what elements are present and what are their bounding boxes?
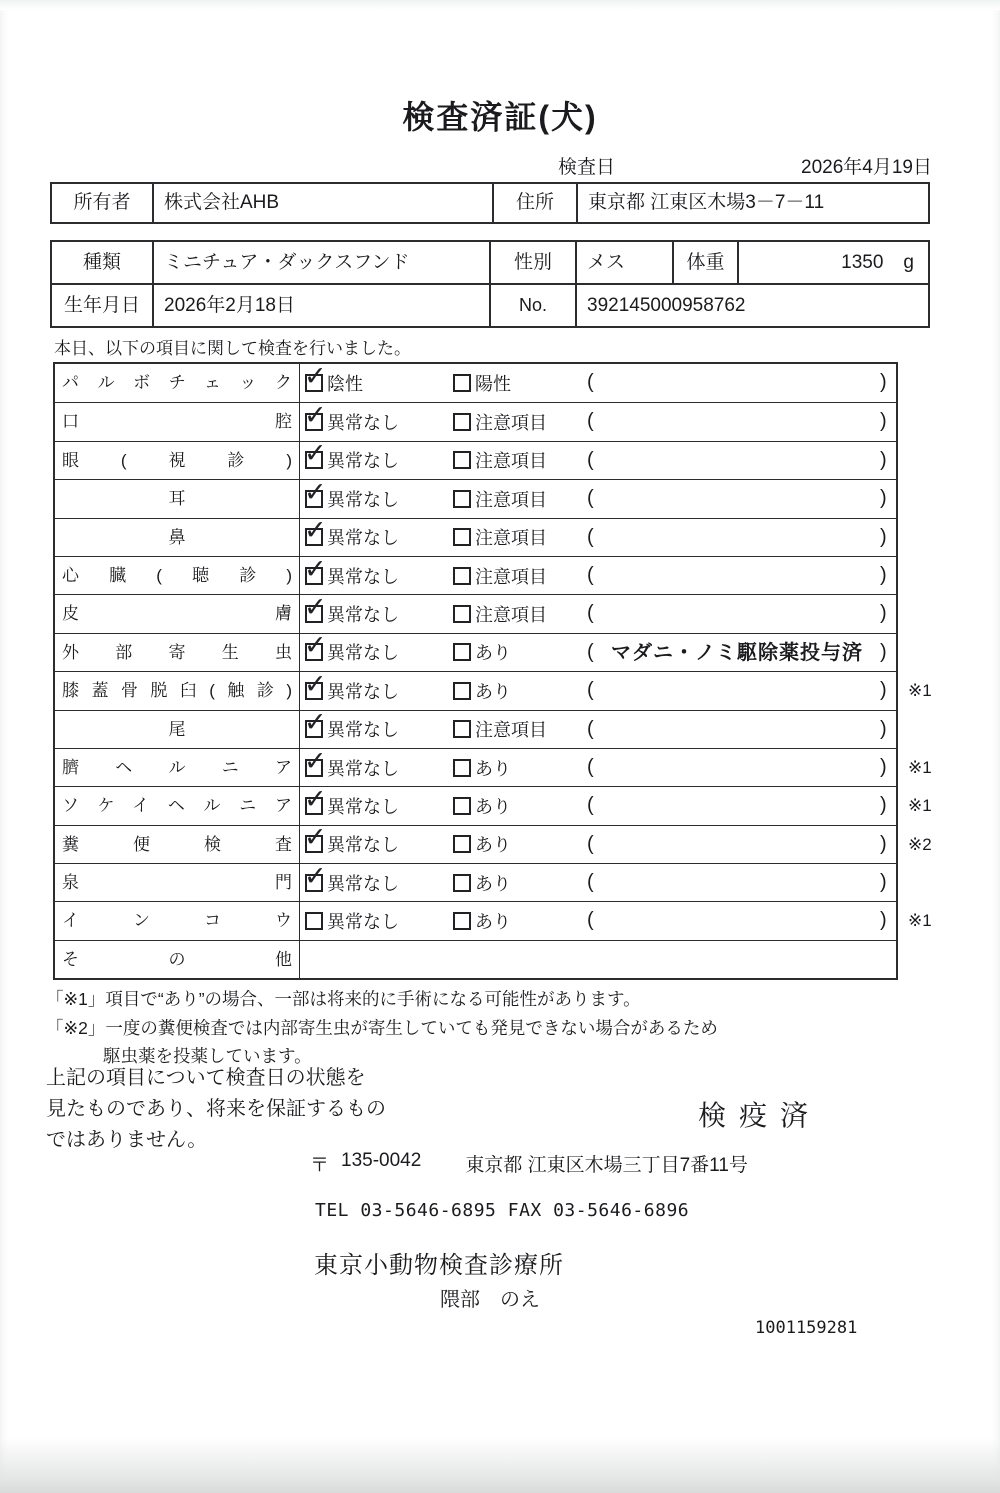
paren-open: ( <box>587 832 594 855</box>
paren-close: ) <box>880 602 887 625</box>
option-label: 異常なし <box>327 566 399 587</box>
checkbox-unchecked-icon <box>453 413 471 431</box>
inspection-row <box>55 707 896 748</box>
inspection-row <box>55 361 896 402</box>
inspection-row-content <box>300 668 896 709</box>
owner-address-label: 住所 <box>492 184 576 222</box>
inspection-row <box>55 476 896 517</box>
option-secondary <box>453 519 547 556</box>
clinic-postal-line <box>310 1150 748 1177</box>
weight-cell <box>737 242 928 283</box>
option-primary <box>304 783 399 824</box>
option-secondary <box>453 480 547 517</box>
checkbox-unchecked-icon <box>305 912 323 930</box>
birthdate-label: 生年月日 <box>63 295 140 316</box>
disclaimer-line-1: 上記の項目について検査日の状態を <box>46 1067 366 1089</box>
checkbox-checked-icon <box>304 630 327 661</box>
check-mark-icon: ✓ <box>304 630 327 661</box>
paren-open: ( <box>587 717 594 740</box>
weight-unit: g <box>903 252 914 273</box>
footnote-2-line-1: 「※2」一度の糞便検査では内部寄生虫が寄生していても発見できない場合があるため <box>46 1018 718 1038</box>
option-secondary <box>453 403 547 440</box>
option-secondary <box>453 595 547 632</box>
check-mark-icon: ✓ <box>304 553 327 584</box>
check-mark-icon: ✓ <box>304 860 327 891</box>
inspection-row <box>55 901 932 939</box>
paren-open: ( <box>587 909 594 932</box>
weight-value: 1350 <box>841 252 884 273</box>
inspection-item-label: 糞便検査 <box>55 826 300 863</box>
checkbox-checked-icon <box>304 361 327 392</box>
option-secondary <box>453 826 511 863</box>
checkbox-unchecked-icon <box>453 374 471 392</box>
option-primary <box>304 745 399 786</box>
option-label: 異常なし <box>327 720 399 741</box>
paren-close: ) <box>880 794 887 817</box>
quarantine-stamp: 検疫済 <box>698 1100 822 1131</box>
pet-row-2 <box>52 285 928 326</box>
paren-close: ) <box>880 640 887 663</box>
inspection-item-label: 膝蓋骨脱臼(触診) <box>55 672 300 709</box>
option-primary <box>304 553 399 594</box>
exam-date-row <box>558 152 932 179</box>
check-mark-icon: ✓ <box>304 592 327 623</box>
inspection-item-label: 臍ヘルニア <box>55 749 300 786</box>
checkbox-unchecked-icon <box>453 720 471 738</box>
checkbox-checked-icon <box>304 592 327 623</box>
paren-open: ( <box>587 602 594 625</box>
checkbox-checked-icon <box>304 438 327 469</box>
inspection-row-content <box>300 515 896 556</box>
inspection-row-content <box>300 630 896 671</box>
option-secondary <box>453 902 511 939</box>
option-label: 注意項目 <box>475 605 547 626</box>
no-value: 392145000958762 <box>575 285 928 326</box>
option-secondary <box>453 557 547 594</box>
inspection-item-label: 尾 <box>55 711 300 748</box>
reference-mark: ※2 <box>908 834 932 854</box>
footnote-2-line-2: 駆虫薬を投薬しています。 <box>103 1046 312 1066</box>
no-label: No. <box>489 285 575 326</box>
paren-open: ( <box>587 563 594 586</box>
inspection-row-content <box>300 783 896 824</box>
checkbox-checked-icon <box>304 553 327 585</box>
examiner-name: 隈部 のえ <box>440 1289 540 1311</box>
paren-close: ) <box>880 448 887 471</box>
reference-mark: ※1 <box>908 757 932 777</box>
option-primary <box>304 476 399 517</box>
paren-close: ) <box>880 679 887 702</box>
disclaimer-line-2: 見たものであり、将来を保証するもの <box>46 1098 386 1120</box>
check-mark-icon: ✓ <box>304 745 327 776</box>
inspection-row <box>55 822 932 863</box>
inspection-row-content <box>300 400 896 440</box>
inspection-item-label: 口腔 <box>55 403 300 440</box>
checkbox-unchecked-icon <box>453 451 471 469</box>
option-label: 異常なし <box>327 605 399 626</box>
checkbox-unchecked-icon <box>453 605 471 623</box>
weight-label: 体重 <box>672 242 737 283</box>
option-label: あり <box>475 835 511 856</box>
check-mark-icon: ✓ <box>304 822 327 853</box>
checkbox-checked-icon <box>304 476 327 508</box>
option-primary <box>304 860 399 901</box>
paren-close: ) <box>880 525 887 548</box>
inspection-row-content <box>300 553 896 594</box>
option-secondary <box>453 711 547 748</box>
checkbox-unchecked-icon <box>453 912 471 930</box>
owner-table <box>50 182 930 224</box>
option-label: あり <box>475 912 511 933</box>
option-label: あり <box>475 758 511 779</box>
paren-open: ( <box>587 794 594 817</box>
option-primary <box>305 902 399 939</box>
check-mark-icon: ✓ <box>304 515 327 546</box>
checkbox-unchecked-icon <box>453 490 471 508</box>
breed-value: ミニチュア・ダックスフンド <box>152 242 489 283</box>
paren-close: ) <box>880 717 887 740</box>
footnote-2 <box>46 1014 718 1070</box>
checkbox-checked-icon <box>304 860 327 892</box>
exam-date-label: 検査日 <box>558 157 616 178</box>
option-label: 異常なし <box>327 413 399 434</box>
owner-row <box>52 184 928 222</box>
option-primary <box>304 592 399 632</box>
inspection-row-content <box>300 476 896 517</box>
option-secondary <box>453 364 511 402</box>
reference-mark: ※1 <box>908 796 932 816</box>
disclaimer-line-3: ではありません。 <box>46 1129 208 1151</box>
option-primary <box>304 822 399 863</box>
breed-label: 種類 <box>82 252 121 273</box>
option-secondary <box>453 787 511 824</box>
inspection-item-label: 心臓(聴診) <box>55 557 300 594</box>
option-label: 注意項目 <box>475 566 547 587</box>
inspection-row-content <box>300 707 896 748</box>
paren-close: ) <box>880 909 887 932</box>
inspection-row <box>55 630 896 671</box>
option-label: 注意項目 <box>475 489 547 510</box>
inspection-row <box>55 860 896 901</box>
option-label: あり <box>475 643 511 664</box>
option-label: 異常なし <box>327 489 399 510</box>
owner-address-value: 東京都 江東区木場3－7－11 <box>576 184 928 222</box>
paren-open: ( <box>587 525 594 548</box>
option-label: 注意項目 <box>475 413 547 434</box>
inspection-item-label: ソケイヘルニア <box>55 787 300 824</box>
inspection-row <box>55 668 932 709</box>
pet-row-1 <box>52 242 928 285</box>
option-primary <box>304 515 399 556</box>
option-label: あり <box>475 796 511 817</box>
paren-close: ) <box>880 871 887 894</box>
paren-close: ) <box>880 487 887 510</box>
checkbox-unchecked-icon <box>453 643 471 661</box>
inspection-table <box>53 361 932 980</box>
inspection-row-content <box>300 902 896 939</box>
inspection-row <box>55 783 932 824</box>
option-primary <box>304 361 363 402</box>
checkbox-checked-icon <box>304 668 327 700</box>
inspection-item-label: その他 <box>55 941 300 978</box>
check-mark-icon: ✓ <box>304 400 327 431</box>
paren-open: ( <box>587 487 594 510</box>
exam-date-value: 2026年4月19日 <box>801 157 932 178</box>
clinic-address: 東京都 江東区木場三丁目7番11号 <box>465 1155 748 1176</box>
inspection-item-label: パルボチェック <box>55 364 300 402</box>
check-mark-icon: ✓ <box>304 707 327 738</box>
checkbox-checked-icon <box>304 783 327 815</box>
check-mark-icon: ✓ <box>304 783 327 814</box>
checkbox-unchecked-icon <box>453 874 471 892</box>
checkbox-checked-icon <box>304 400 327 431</box>
option-label: あり <box>475 681 511 702</box>
inspection-row <box>55 594 896 632</box>
option-label: 注意項目 <box>475 528 547 549</box>
option-secondary <box>453 864 511 901</box>
checkbox-unchecked-icon <box>453 835 471 853</box>
paren-close: ) <box>880 371 887 393</box>
option-primary <box>304 668 399 709</box>
inspection-row-content <box>300 361 896 402</box>
sex-value: メス <box>575 242 672 283</box>
check-mark-icon: ✓ <box>304 476 327 507</box>
paren-open: ( <box>587 755 594 778</box>
inspection-item-label: インコウ <box>55 902 300 939</box>
inspection-row-content <box>300 438 896 479</box>
inspection-row-content <box>300 822 896 863</box>
inspection-item-label: 眼(視診) <box>55 442 300 479</box>
paren-open: ( <box>587 371 594 393</box>
reference-mark: ※1 <box>908 681 932 701</box>
inspection-row <box>55 438 896 479</box>
inspection-row <box>55 402 896 440</box>
inspection-row <box>55 553 896 594</box>
owner-label: 所有者 <box>73 192 131 213</box>
option-label: あり <box>475 873 511 894</box>
option-label: 異常なし <box>327 912 399 933</box>
clinic-tel-fax: TEL 03-5646-6895 FAX 03-5646-6896 <box>315 1200 690 1221</box>
paren-open: ( <box>587 448 594 471</box>
check-mark-icon: ✓ <box>304 668 327 699</box>
option-label: 注意項目 <box>475 451 547 472</box>
paren-open: ( <box>587 871 594 894</box>
checkbox-unchecked-icon <box>453 567 471 585</box>
option-label: 異常なし <box>327 643 399 664</box>
postal-code: 135-0042 <box>341 1150 422 1171</box>
option-primary <box>304 400 399 440</box>
option-secondary <box>453 634 511 671</box>
checkbox-unchecked-icon <box>453 759 471 777</box>
option-label: 異常なし <box>327 758 399 779</box>
option-primary <box>304 707 399 748</box>
option-secondary <box>453 749 511 786</box>
paren-annotation: マダニ・ノミ駆除薬投与済 <box>611 641 863 664</box>
option-primary <box>304 630 399 671</box>
option-label: 異常なし <box>327 528 399 549</box>
option-primary <box>304 438 399 479</box>
checkbox-checked-icon <box>304 707 327 738</box>
checkbox-checked-icon <box>304 745 327 777</box>
inspection-row-content <box>300 745 896 786</box>
disclaimer <box>46 1063 386 1156</box>
sex-label: 性別 <box>489 242 575 283</box>
option-secondary <box>453 442 547 479</box>
checkbox-checked-icon <box>304 515 327 546</box>
check-mark-icon: ✓ <box>304 438 327 469</box>
paren-close: ) <box>880 563 887 586</box>
option-label: 異常なし <box>327 873 399 894</box>
inspection-item-label: 泉門 <box>55 864 300 901</box>
inspection-item-label: 皮膚 <box>55 595 300 632</box>
document-title: 検査済証(犬) <box>402 99 598 135</box>
clinic-name: 東京小動物検査診療所 <box>314 1252 564 1279</box>
option-label: 陰性 <box>327 374 363 395</box>
inspection-item-label: 外部寄生虫 <box>55 634 300 671</box>
option-label: 異常なし <box>327 796 399 817</box>
checkbox-checked-icon <box>304 822 327 853</box>
inspection-item-label: 鼻 <box>55 519 300 556</box>
postal-mark-icon: 〒 <box>310 1155 330 1176</box>
paren-close: ) <box>880 832 887 855</box>
checkbox-unchecked-icon <box>453 682 471 700</box>
option-label: 注意項目 <box>475 720 547 741</box>
intro-sentence: 本日、以下の項目に関して検査を行いました。 <box>54 339 411 358</box>
inspection-row <box>55 745 932 786</box>
paren-open: ( <box>587 679 594 702</box>
footnote-1: 「※1」項目で“あり”の場合、一部は将来的に手術になる可能性があります。 <box>46 989 641 1009</box>
inspection-row-content <box>300 592 896 632</box>
checkbox-unchecked-icon <box>453 528 471 546</box>
paren-close: ) <box>880 410 887 433</box>
option-label: 陽性 <box>475 374 511 395</box>
inspection-row <box>55 515 896 556</box>
option-label: 異常なし <box>327 451 399 472</box>
option-label: 異常なし <box>327 681 399 702</box>
owner-value: 株式会社AHB <box>152 184 492 222</box>
inspection-item-label: 耳 <box>55 480 300 517</box>
inspection-row <box>55 940 896 978</box>
option-secondary <box>453 672 511 709</box>
reference-mark: ※1 <box>908 911 932 931</box>
checkbox-unchecked-icon <box>453 797 471 815</box>
serial-number: 1001159281 <box>755 1318 858 1338</box>
inspection-row-content <box>300 941 896 978</box>
paren-open: ( <box>587 410 594 433</box>
check-mark-icon: ✓ <box>304 361 327 392</box>
option-label: 異常なし <box>327 835 399 856</box>
paren-close: ) <box>880 755 887 778</box>
inspection-row-content <box>300 860 896 901</box>
paren-open: ( <box>587 640 594 663</box>
birthdate-value: 2026年2月18日 <box>152 285 489 326</box>
pet-table <box>50 240 930 328</box>
